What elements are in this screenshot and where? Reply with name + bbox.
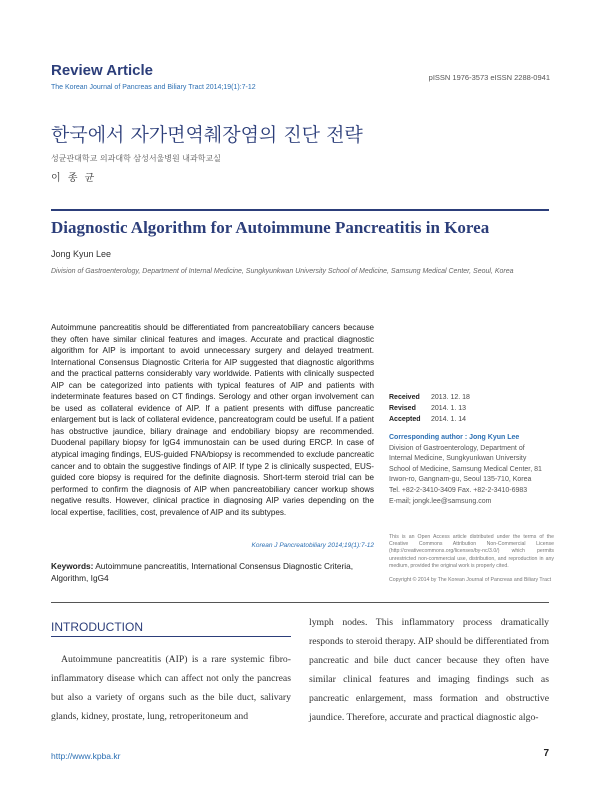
introduction-right-column: lymph nodes. This inflammatory process dramatically responds to steroid therapy. AIP should be differentiated from pancreatic and bile duct cancer because they often have similar clinical features and imaging findings such as pancreatic enlargement, mass formation and obstructive jaundice. Therefore, accurate and practical diagnostic algo-: [309, 617, 549, 723]
introduction-heading: INTRODUCTION: [51, 620, 143, 634]
date-value: 2014. 1. 13: [431, 405, 467, 412]
english-title: Diagnostic Algorithm for Autoimmune Pancreatitis in Korea: [51, 218, 490, 237]
korean-author: 이 종 균: [51, 173, 97, 184]
issn-line: pISSN 1976-3573 eISSN 2288-0941: [428, 73, 550, 82]
author-affiliation: Division of Gastroenterology, Department of Internal Medicine, Sungkyunkwan University School of Medicine, Samsung Medical Center, Seoul, Korea: [51, 268, 514, 275]
date-label: Received: [389, 394, 420, 401]
date-value: 2013. 12. 18: [431, 394, 470, 401]
corresponding-line: Division of Gastroenterology, Department of: [389, 444, 525, 452]
corresponding-line: Tel. +82-2-3410-3409 Fax. +82-2-3410-6983: [389, 486, 528, 494]
corresponding-line: Irwon-ro, Gangnam-gu, Seoul 135-710, Korea: [389, 476, 532, 484]
date-label: Revised: [389, 405, 416, 412]
introduction-underline: [51, 636, 291, 637]
date-label: Accepted: [389, 416, 421, 423]
title-divider: [51, 209, 549, 211]
abstract-citation: Korean J Pancreatobiliary 2014;19(1):7-12: [251, 542, 374, 549]
korean-title: 한국에서 자가면역췌장염의 진단 전략: [51, 124, 363, 146]
corresponding-line: School of Medicine, Samsung Medical Center, 81: [389, 465, 542, 473]
introduction-left-column: Autoimmune pancreatitis (AIP) is a rare systemic fibro-inflammatory disease which can affect not only the pancreas but also a variety of organs such as the bile duct, salivary glands, kidney, prostate, lung, retroperitoneum and: [51, 654, 291, 722]
korean-affiliation: 성균관대학교 의과대학 삼성서울병원 내과학교실: [51, 154, 221, 163]
accepted-row: [389, 414, 470, 425]
copyright-notice: Copyright © 2014 by The Korean Journal of Pancreas and Biliary Tract: [389, 577, 552, 583]
section-divider: [51, 602, 549, 603]
date-value: 2014. 1. 14: [431, 416, 467, 423]
license-notice: This is an Open Access article distributed under the terms of the Creative Commons Attribution Non-Commercial License (http://creativecommons.org/licenses/by-nc/3.0/) which permits unrestricted non-commercial use, distribution, and reproduction in any medium, provided the original work is properly cited.: [389, 534, 554, 569]
keywords-text: Autoimmune pancreatitis, International Consensus Diagnostic Criteria, Algorithm, IgG4: [51, 561, 354, 583]
article-dates: [389, 392, 470, 425]
corresponding-email: E-mail; jongk.lee@samsung.com: [389, 497, 492, 505]
abstract-text: Autoimmune pancreatitis should be differentiated from pancreatobiliary cancers because they often have similar clinical features and images. Accurate and practical diagnostic algorithm for AIP is important to avoid unnecessary surgery and delayed treatment. International Consensus Diagnostic Criteria for AIP suggested that diagnostic algorithms and the practical patterns considerably vary worldwide. Patients with clinically suspected AIP can be categorized into patients with typical features of AIP and patients with indeterminate features based on CT findings. Serology and other organ involvement can be used as collateral evidence of AIP. If a patient presents with diffuse pancreatic enlargement but is lack of collateral evidence, pancreatogram could be useful. If a patient has obstructive jaundice, biliary drainage and endobiliary biopsy are recommended. Duodenal papillary biopsy for IgG4 immunostain can be used during ERCP. In case of atypical imaging findings, EUS-guided FNA/biopsy is recommended to exclude pancreatic cancer and to obtain the suggestive findings of AIP. If type 2 is clinically suspected, EUS-guided core biopsy is required for the definite diagnosis. Short-term steroid trial can be performed to confirm the diagnosis of AIP when pancreatobiliary cancer workup shows negative results. However, clinical practice in diagnosing AIP varies depending on the local expertise, facilities, cost, prevalence of AIP and its subtypes.: [51, 323, 374, 517]
footer-url-link[interactable]: http://www.kpba.kr: [51, 751, 121, 761]
journal-citation-line: The Korean Journal of Pancreas and Biliary Tract 2014;19(1):7-12: [51, 84, 256, 91]
received-row: [389, 392, 470, 403]
author-name: Jong Kyun Lee: [51, 249, 112, 259]
keywords-label: Keywords:: [51, 561, 94, 571]
corresponding-line: Internal Medicine, Sungkyunkwan University: [389, 455, 527, 463]
corresponding-author-heading: Corresponding author : Jong Kyun Lee: [389, 434, 520, 441]
page-number: 7: [543, 748, 549, 759]
keywords: [51, 560, 374, 584]
revised-row: [389, 403, 470, 414]
corresponding-author: [389, 433, 554, 507]
article-type-label: Review Article: [51, 62, 153, 79]
